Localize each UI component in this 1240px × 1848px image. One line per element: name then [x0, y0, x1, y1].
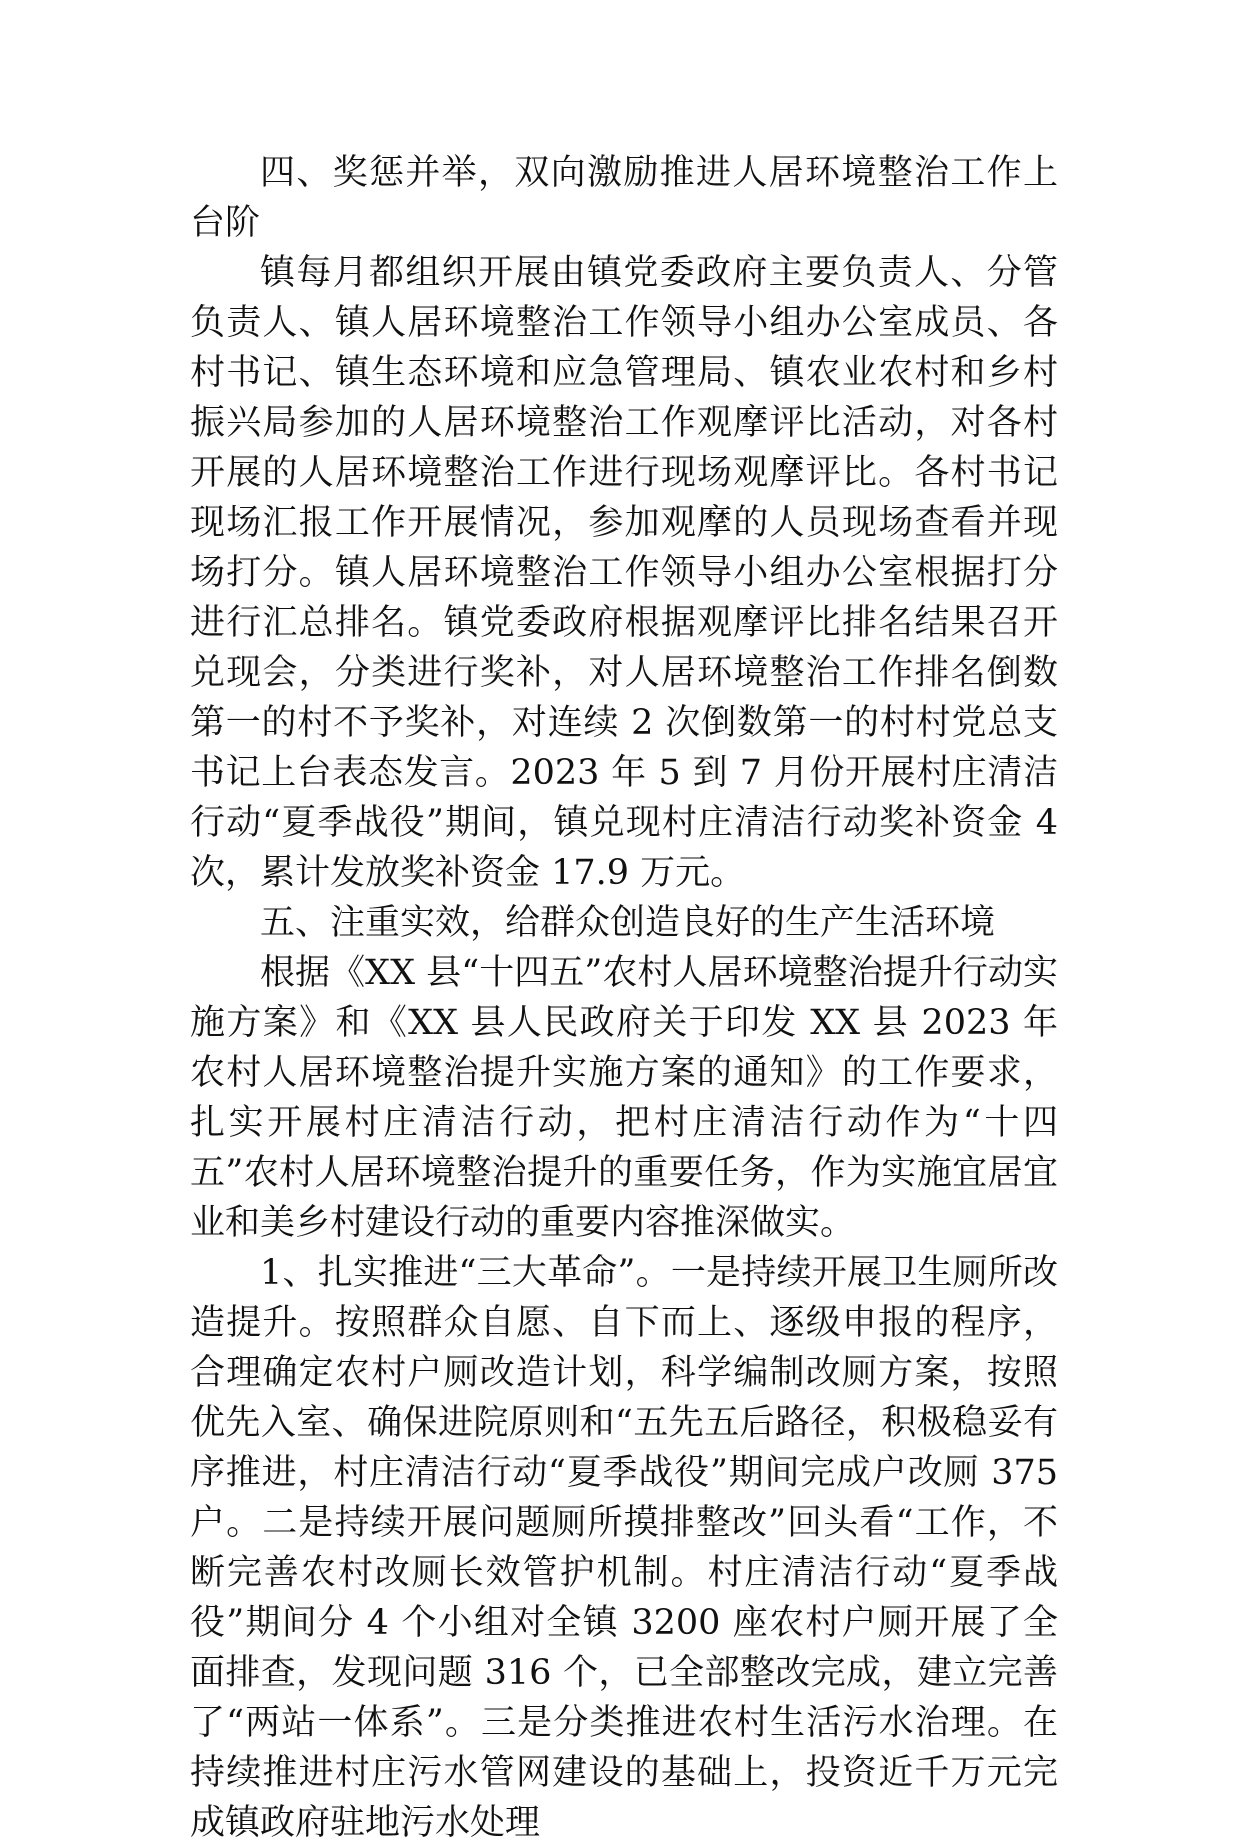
body-paragraph: 根据《XX 县“十四五”农村人居环境整治提升行动实施方案》和《XX 县人民政府关于印发 XX 县 2023 年农村人居环境整治提升实施方案的通知》的工作要求，扎实开展村庄清洁行动，把村庄清洁行动作为“十四五”农村人居环境整治提升的重要任务，作为实施宜居宜业和美乡村建设行动的重要内容推深做实。	[190, 953, 1058, 1243]
body-paragraph: 镇每月都组织开展由镇党委政府主要负责人、分管负责人、镇人居环境整治工作领导小组办公室成员、各村书记、镇生态环境和应急管理局、镇农业农村和乡村振兴局参加的人居环境整治工作观摩评比活动，对各村开展的人居环境整治工作进行现场观摩评比。各村书记现场汇报工作开展情况，参加观摩的人员现场查看并现场打分。镇人居环境整治工作领导小组办公室根据打分进行汇总排名。镇党委政府根据观摩评比排名结果召开兑现会，分类进行奖补，对人居环境整治工作排名倒数第一的村不予奖补，对连续 2 次倒数第一的村村党总支书记上台表态发言。2023 年 5 到 7 月份开展村庄清洁行动“夏季战役”期间，镇兑现村庄清洁行动奖补资金 4 次，累计发放奖补资金 17.9 万元。	[190, 253, 1058, 893]
section-heading-5: 五、注重实效，给群众创造良好的生产生活环境	[260, 903, 996, 943]
document-body	[190, 148, 1058, 1848]
body-paragraph: 1、扎实推进“三大革命”。一是持续开展卫生厕所改造提升。按照群众自愿、自下而上、逐级申报的程序，合理确定农村户厕改造计划，科学编制改厕方案，按照优先入室、确保进院原则和“五先五后路径，积极稳妥有序推进，村庄清洁行动“夏季战役”期间完成户改厕 375 户。二是持续开展问题厕所摸排整改”回头看“工作，不断完善农村改厕长效管护机制。村庄清洁行动“夏季战役”期间分 4 个小组对全镇 3200 座农村户厕开展了全面排查，发现问题 316 个，已全部整改完成，建立完善了“两站一体系”。三是分类推进农村生活污水治理。在持续推进村庄污水管网建设的基础上，投资近千万元完成镇政府驻地污水处理	[190, 1253, 1058, 1843]
section-heading-4: 四、奖惩并举，双向激励推进人居环境整治工作上台阶	[190, 153, 1058, 243]
